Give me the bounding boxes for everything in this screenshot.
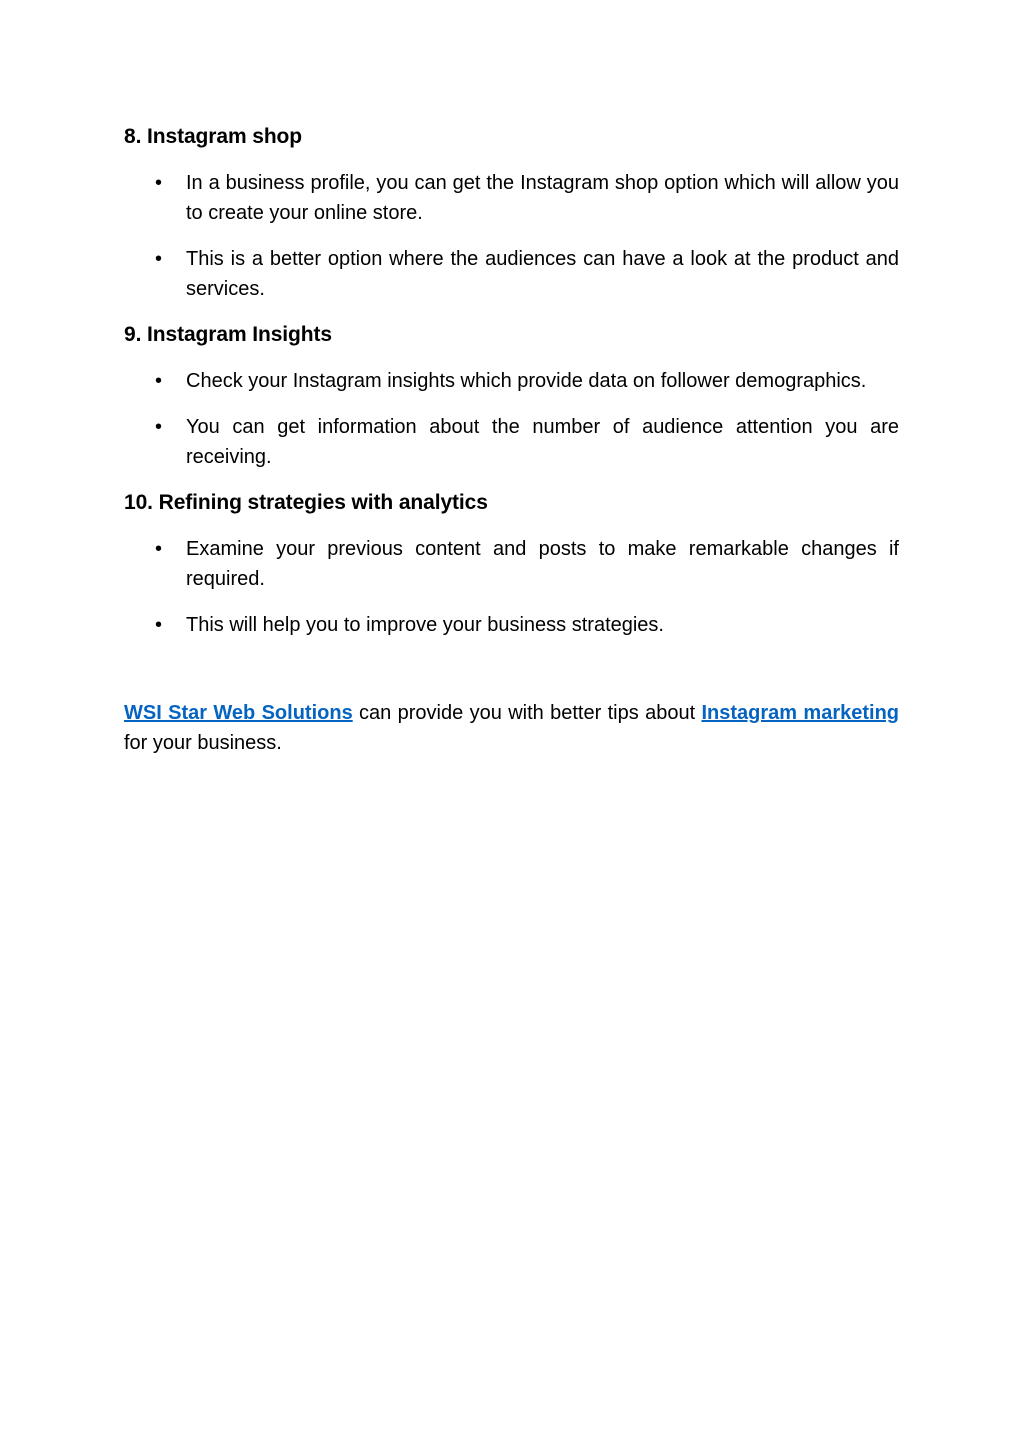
list-item xyxy=(124,244,899,304)
bullet-list xyxy=(124,534,899,640)
bullet-list xyxy=(124,168,899,304)
bullet-icon: • xyxy=(155,370,163,392)
section-heading: 8. Instagram shop xyxy=(124,125,303,148)
bullet-icon: • xyxy=(155,416,163,438)
bullet-text: Examine your previous content and posts to make remarkable changes if required. xyxy=(186,538,899,590)
document-page xyxy=(124,122,899,778)
bullet-icon: • xyxy=(155,538,163,560)
closing-text-end: for your business. xyxy=(124,732,282,754)
section-instagram-insights xyxy=(124,320,899,472)
bullet-text: In a business profile, you can get the Instagram shop option which will allow you to create your online store. xyxy=(186,172,899,224)
closing-paragraph xyxy=(124,698,899,758)
list-item xyxy=(124,412,899,472)
bullet-text: This is a better option where the audiences can have a look at the product and services. xyxy=(186,248,899,300)
bullet-icon: • xyxy=(155,172,163,194)
section-instagram-shop xyxy=(124,122,899,304)
list-item xyxy=(124,610,899,640)
section-refining-strategies xyxy=(124,488,899,640)
section-heading: 10. Refining strategies with analytics xyxy=(124,491,488,514)
bullet-icon: • xyxy=(155,248,163,270)
section-heading: 9. Instagram Insights xyxy=(124,323,332,346)
list-item xyxy=(124,168,899,228)
bullet-list xyxy=(124,366,899,472)
instagram-marketing-link[interactable]: Instagram marketing xyxy=(701,702,900,724)
wsi-star-web-solutions-link[interactable]: WSI Star Web Solutions xyxy=(124,702,353,724)
bullet-text: This will help you to improve your business strategies. xyxy=(186,614,664,636)
list-item xyxy=(124,366,899,396)
bullet-icon: • xyxy=(155,614,163,636)
bullet-text: You can get information about the number of audience attention you are receiving. xyxy=(186,416,899,468)
closing-text: can provide you with better tips about xyxy=(352,702,702,724)
list-item xyxy=(124,534,899,594)
bullet-text: Check your Instagram insights which provide data on follower demographics. xyxy=(186,370,867,392)
